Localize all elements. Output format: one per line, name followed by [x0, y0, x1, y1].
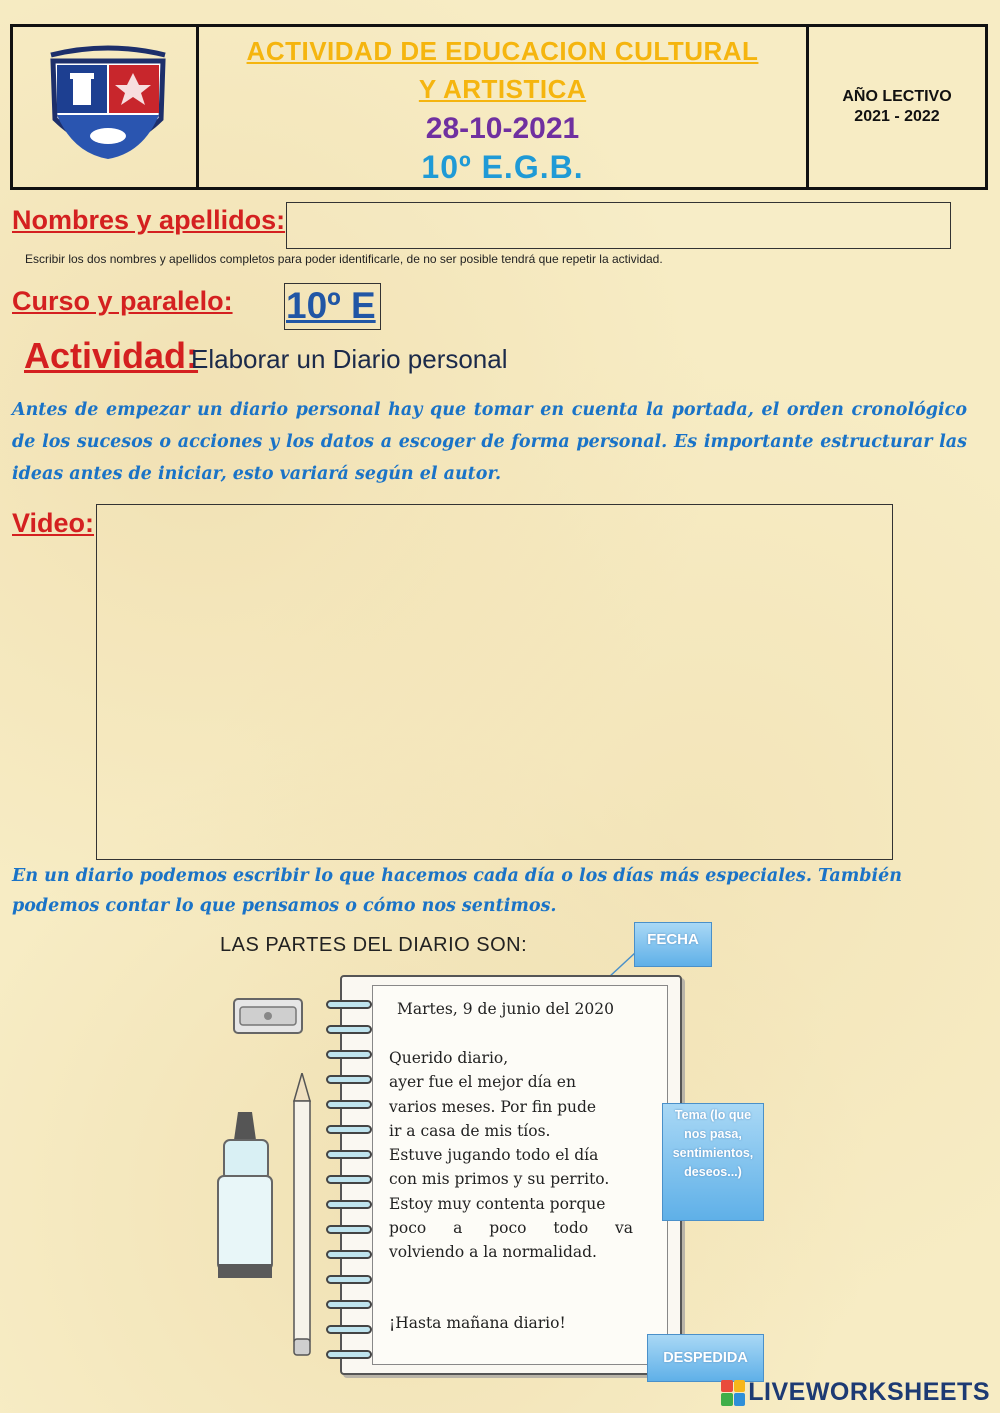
school-year-label: AÑO LECTIVO: [842, 88, 952, 105]
names-label: Nombres y apellidos:: [12, 205, 286, 235]
notebook-ring: [326, 1225, 372, 1234]
names-hint: Escribir los dos nombres y apellidos completos para poder identificarle, de no ser posible tendrá que repetir la actividad.: [25, 252, 663, 266]
notebook-ring: [326, 1350, 372, 1359]
diary-line: ayer fue el mejor día en: [389, 1073, 576, 1092]
diary-greeting: Querido diario,: [389, 1049, 509, 1067]
diary-entry-body: [389, 1046, 633, 1265]
notebook-ring: [326, 1100, 372, 1109]
liveworksheets-logo-icon: [721, 1380, 745, 1406]
diary-line: varios meses. Por fin pude: [389, 1097, 597, 1116]
diary-line: Estuve jugando todo el día: [389, 1146, 599, 1165]
activity-title-line2: Y ARTISTICA: [418, 74, 587, 104]
notebook-ring: [326, 1175, 372, 1184]
callout-date: FECHA: [634, 922, 712, 967]
watermark-text: LIVEWORKSHEETS: [748, 1378, 990, 1406]
grade-label: 10º E.G.B.: [421, 149, 584, 185]
callout-topic: Tema (lo que nos pasa, sentimientos, deseos...): [662, 1103, 764, 1221]
diary-line: con mis primos y su perrito.: [389, 1170, 610, 1189]
diary-line: poco a poco todo va: [389, 1219, 633, 1238]
activity-label: Actividad:: [24, 335, 199, 376]
diary-line: volviendo a la normalidad.: [389, 1243, 597, 1262]
diary-farewell: ¡Hasta mañana diario!: [389, 1314, 566, 1332]
diary-line: ir a casa de mis tíos.: [389, 1121, 551, 1140]
activity-description: Elaborar un Diario personal: [191, 344, 508, 374]
diary-parts-heading: LAS PARTES DEL DIARIO SON:: [220, 934, 528, 956]
notebook-ring: [326, 1075, 372, 1084]
course-value: 10º E: [286, 285, 376, 326]
notebook-ring: [326, 1050, 372, 1059]
course-label: Curso y paralelo:: [12, 286, 233, 316]
intro-paragraph: Antes de empezar un diario personal hay que tomar en cuenta la portada, el orden cronológico de los sucesos o acciones y los datos a escoger de forma personal. Es importante estructurar las ideas antes de iniciar, esto variará según el autor.: [12, 400, 967, 484]
activity-title-line1: ACTIVIDAD DE EDUCACION CULTURAL: [246, 36, 759, 66]
video-label: Video:: [12, 508, 95, 538]
school-year-value: 2021 - 2022: [854, 108, 940, 125]
notebook-ring: [326, 1200, 372, 1209]
notebook-ring: [326, 1275, 372, 1284]
notebook-ring: [326, 1250, 372, 1259]
pencil-icon: [290, 1073, 314, 1358]
notebook-ring: [326, 1325, 372, 1334]
diary-entry-date: Martes, 9 de junio del 2020: [397, 1000, 614, 1018]
activity-date: 28-10-2021: [425, 112, 580, 145]
callout-farewell: DESPEDIDA: [647, 1334, 764, 1382]
diary-line: Estoy muy contenta porque: [389, 1194, 606, 1213]
diary-explanation-paragraph: En un diario podemos escribir lo que hacemos cada día o los días más especiales. También podemos contar lo que pensamos o cómo nos sentimos.: [12, 866, 902, 916]
notebook-ring: [326, 1300, 372, 1309]
highlighter-icon: [210, 1110, 280, 1282]
notebook-ring: [326, 1025, 372, 1034]
notebook-ring: [326, 1150, 372, 1159]
notebook-ring: [326, 1125, 372, 1134]
sharpener-icon: [232, 995, 304, 1037]
liveworksheets-watermark: [721, 1378, 990, 1407]
notebook-ring: [326, 1000, 372, 1009]
